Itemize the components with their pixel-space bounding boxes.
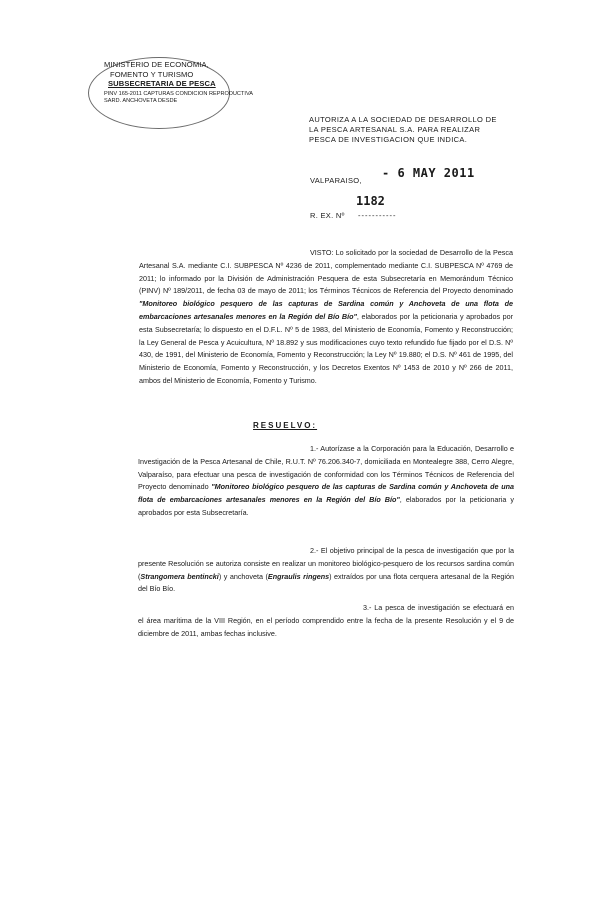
resolution-number-stamp: 1182 — [356, 194, 385, 208]
item-1-text-b: , elaborados por la peticionaria y aprobados por esta Subsecretaría. — [138, 495, 514, 517]
resolution-number-label: R. EX. Nº — [310, 211, 345, 220]
resolution-item-3 — [138, 602, 514, 640]
date-stamp: - 6 MAY 2011 — [382, 166, 475, 180]
header-fomento: FOMENTO Y TURISMO — [110, 69, 194, 79]
resolution-subject: AUTORIZA A LA SOCIEDAD DE DESARROLLO DE LA PESCA ARTESANAL S.A. PARA REALIZAR PESCA DE INVESTIGACION QUE INDICA. — [309, 115, 497, 144]
visto-text-a: VISTO: Lo solicitado por la sociedad de Desarrollo de la Pesca Artesanal S.A. mediante C.I. SUBPESCA Nº 4236 de 2011, complementado mediante C.I. SUBPESCA Nº 4769 de 2011; lo informado por la División de Administración Pesquera de esta Subsecretaría en Memorándum Técnico (PINV) Nº 189/2011, de fecha 03 de mayo de 2011; los Términos Técnicos de Referencia del Proyecto denominado — [139, 248, 513, 296]
header-sard-ref: SARD. ANCHOVETA DESDE — [104, 98, 178, 105]
item-1-text-a: Autorízase a la Corporación para la Educación, Desarrollo e Investigación de la Pesca Artesanal de Chile, R.U.T. Nº 76.206.340-7, domiciliada en Montealegre 388, Cerro Alegre, Valparaíso, para efectuar una pesca de investigación de conformidad con los Términos Técnicos de Referencia del Proyecto denominado — [138, 444, 514, 492]
resolution-item-2 — [138, 545, 514, 596]
visto-paragraph — [139, 247, 513, 388]
item-2-species-sardina: Strangomera bentincki — [140, 571, 219, 581]
item-2-species-anchoveta: Engraulis ringens — [267, 571, 330, 581]
header-subsecretaria: SUBSECRETARIA DE PESCA — [108, 79, 216, 89]
item-1-project-title: "Monitoreo biológico pesquero de las capturas de Sardina común y Anchoveta de una flota de embarcaciones artesanales menores en la Región del Bío Bío" — [138, 482, 515, 505]
header-pinv-ref: PINV 165-2011 CAPTURAS CONDICION REPRODUCTIVA — [104, 90, 253, 97]
item-2-text-c: ) extraídos por una flota cerquera artesanal de la Región del Bío Bío. — [138, 571, 514, 594]
item-2-text-a: El objetivo principal de la pesca de investigación que por la presente Resolución se autoriza consiste en realizar un monitoreo biológico-pesquero de los recursos sardina común ( — [138, 546, 514, 581]
resolution-number-line: ----------- — [358, 211, 397, 220]
visto-text-b: , elaborados por la peticionaria y aprobados por esta Subsecretaría; lo dispuesto en el D.F.L. Nº 5 de 1983, del Ministerio de Economía, Fomento y Reconstrucción; la Ley General de Pesca y Acuicultura, Nº 18.892 y sus modificaciones cuyo texto refundido fue fijado por el D.S. Nº 430, de 1991, del Ministerio de Economía, Fomento y Reconstrucción; la Ley Nº 19.880; el D.S. Nº 461 de 1995, del Ministerio de Economía, Fomento y Reconstrucción, y los Decretos Exentos Nº 1453 de 2010 y Nº 266 de 2011, ambos del Ministerio de Economía, Fomento y Turismo. — [139, 311, 513, 385]
header-ministry: MINISTERIO DE ECONOMIA, — [104, 60, 209, 69]
item-2-number: 2.- — [310, 546, 319, 555]
item-1-number: 1.- — [310, 444, 319, 453]
resolution-item-1 — [138, 443, 514, 520]
item-3-number: 3.- — [363, 603, 372, 612]
item-3-text: La pesca de investigación se efectuará en el área marítima de la VIII Región, en el período comprendido entre la fecha de la presente Resolución y el 9 de diciembre de 2011, ambas fechas inclusive. — [138, 603, 514, 638]
resuelvo-heading: RESUELVO: — [253, 421, 318, 430]
item-2-text-b: ) y anchoveta ( — [218, 571, 268, 581]
visto-project-title: "Monitoreo biológico pesquero de las capturas de Sardina común y Anchoveta de una flota de embarcaciones artesanales menores en la Región del Bío Bío" — [139, 299, 513, 321]
place-label: VALPARAISO, — [310, 176, 362, 185]
ministry-header — [104, 60, 274, 106]
